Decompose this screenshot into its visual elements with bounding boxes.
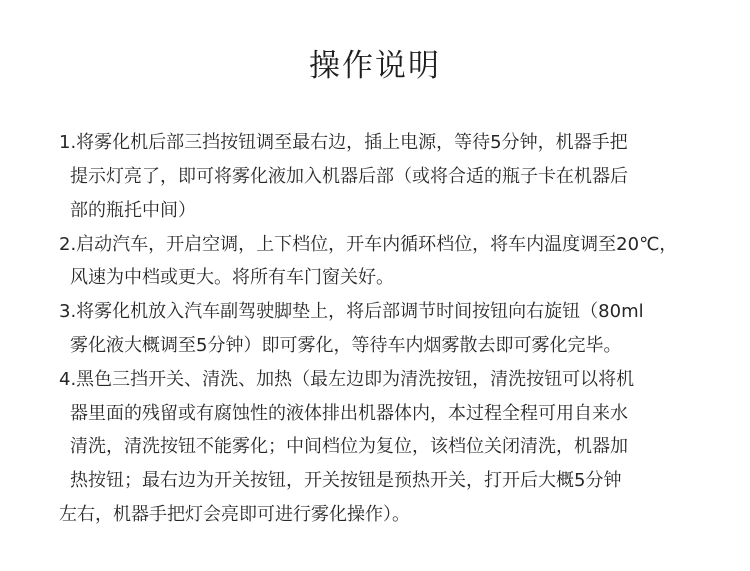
instruction-line: 风速为中档或更大。将所有车门窗关好。 (70, 267, 394, 288)
instruction-line: 清洗，清洗按钮不能雾化；中间档位为复位，该档位关闭清洗，机器加 (70, 436, 628, 457)
instruction-line: 2.启动汽车，开启空调，上下档位，开车内循环档位，将车内温度调至20℃， (59, 234, 678, 255)
instruction-line: 3.将雾化机放入汽车副驾驶脚垫上，将后部调节时间按钮向右旋钮（80ml (59, 301, 644, 322)
instruction-line: 热按钮；最右边为开关按钮，开关按钮是预热开关，打开后大概5分钟 (70, 470, 622, 491)
page-title: 操作说明 (309, 48, 441, 84)
instruction-line: 提示灯亮了，即可将雾化液加入机器后部（或将合适的瓶子卡在机器后 (70, 166, 628, 187)
instruction-line: 4.黑色三挡开关、清洗、加热（最左边即为清洗按钮，清洗按钮可以将机 (59, 369, 635, 390)
instruction-line: 1.将雾化机后部三挡按钮调至最右边，插上电源，等待5分钟，机器手把 (59, 132, 628, 153)
instruction-line: 雾化液大概调至5分钟）即可雾化，等待车内烟雾散去即可雾化完毕。 (70, 335, 622, 356)
instruction-line: 器里面的残留或有腐蚀性的液体排出机器体内，本过程全程可用自来水 (70, 403, 628, 424)
instruction-line: 部的瓶托中间） (70, 200, 196, 221)
instruction-line: 左右，机器手把灯会亮即可进行雾化操作）。 (59, 504, 410, 525)
